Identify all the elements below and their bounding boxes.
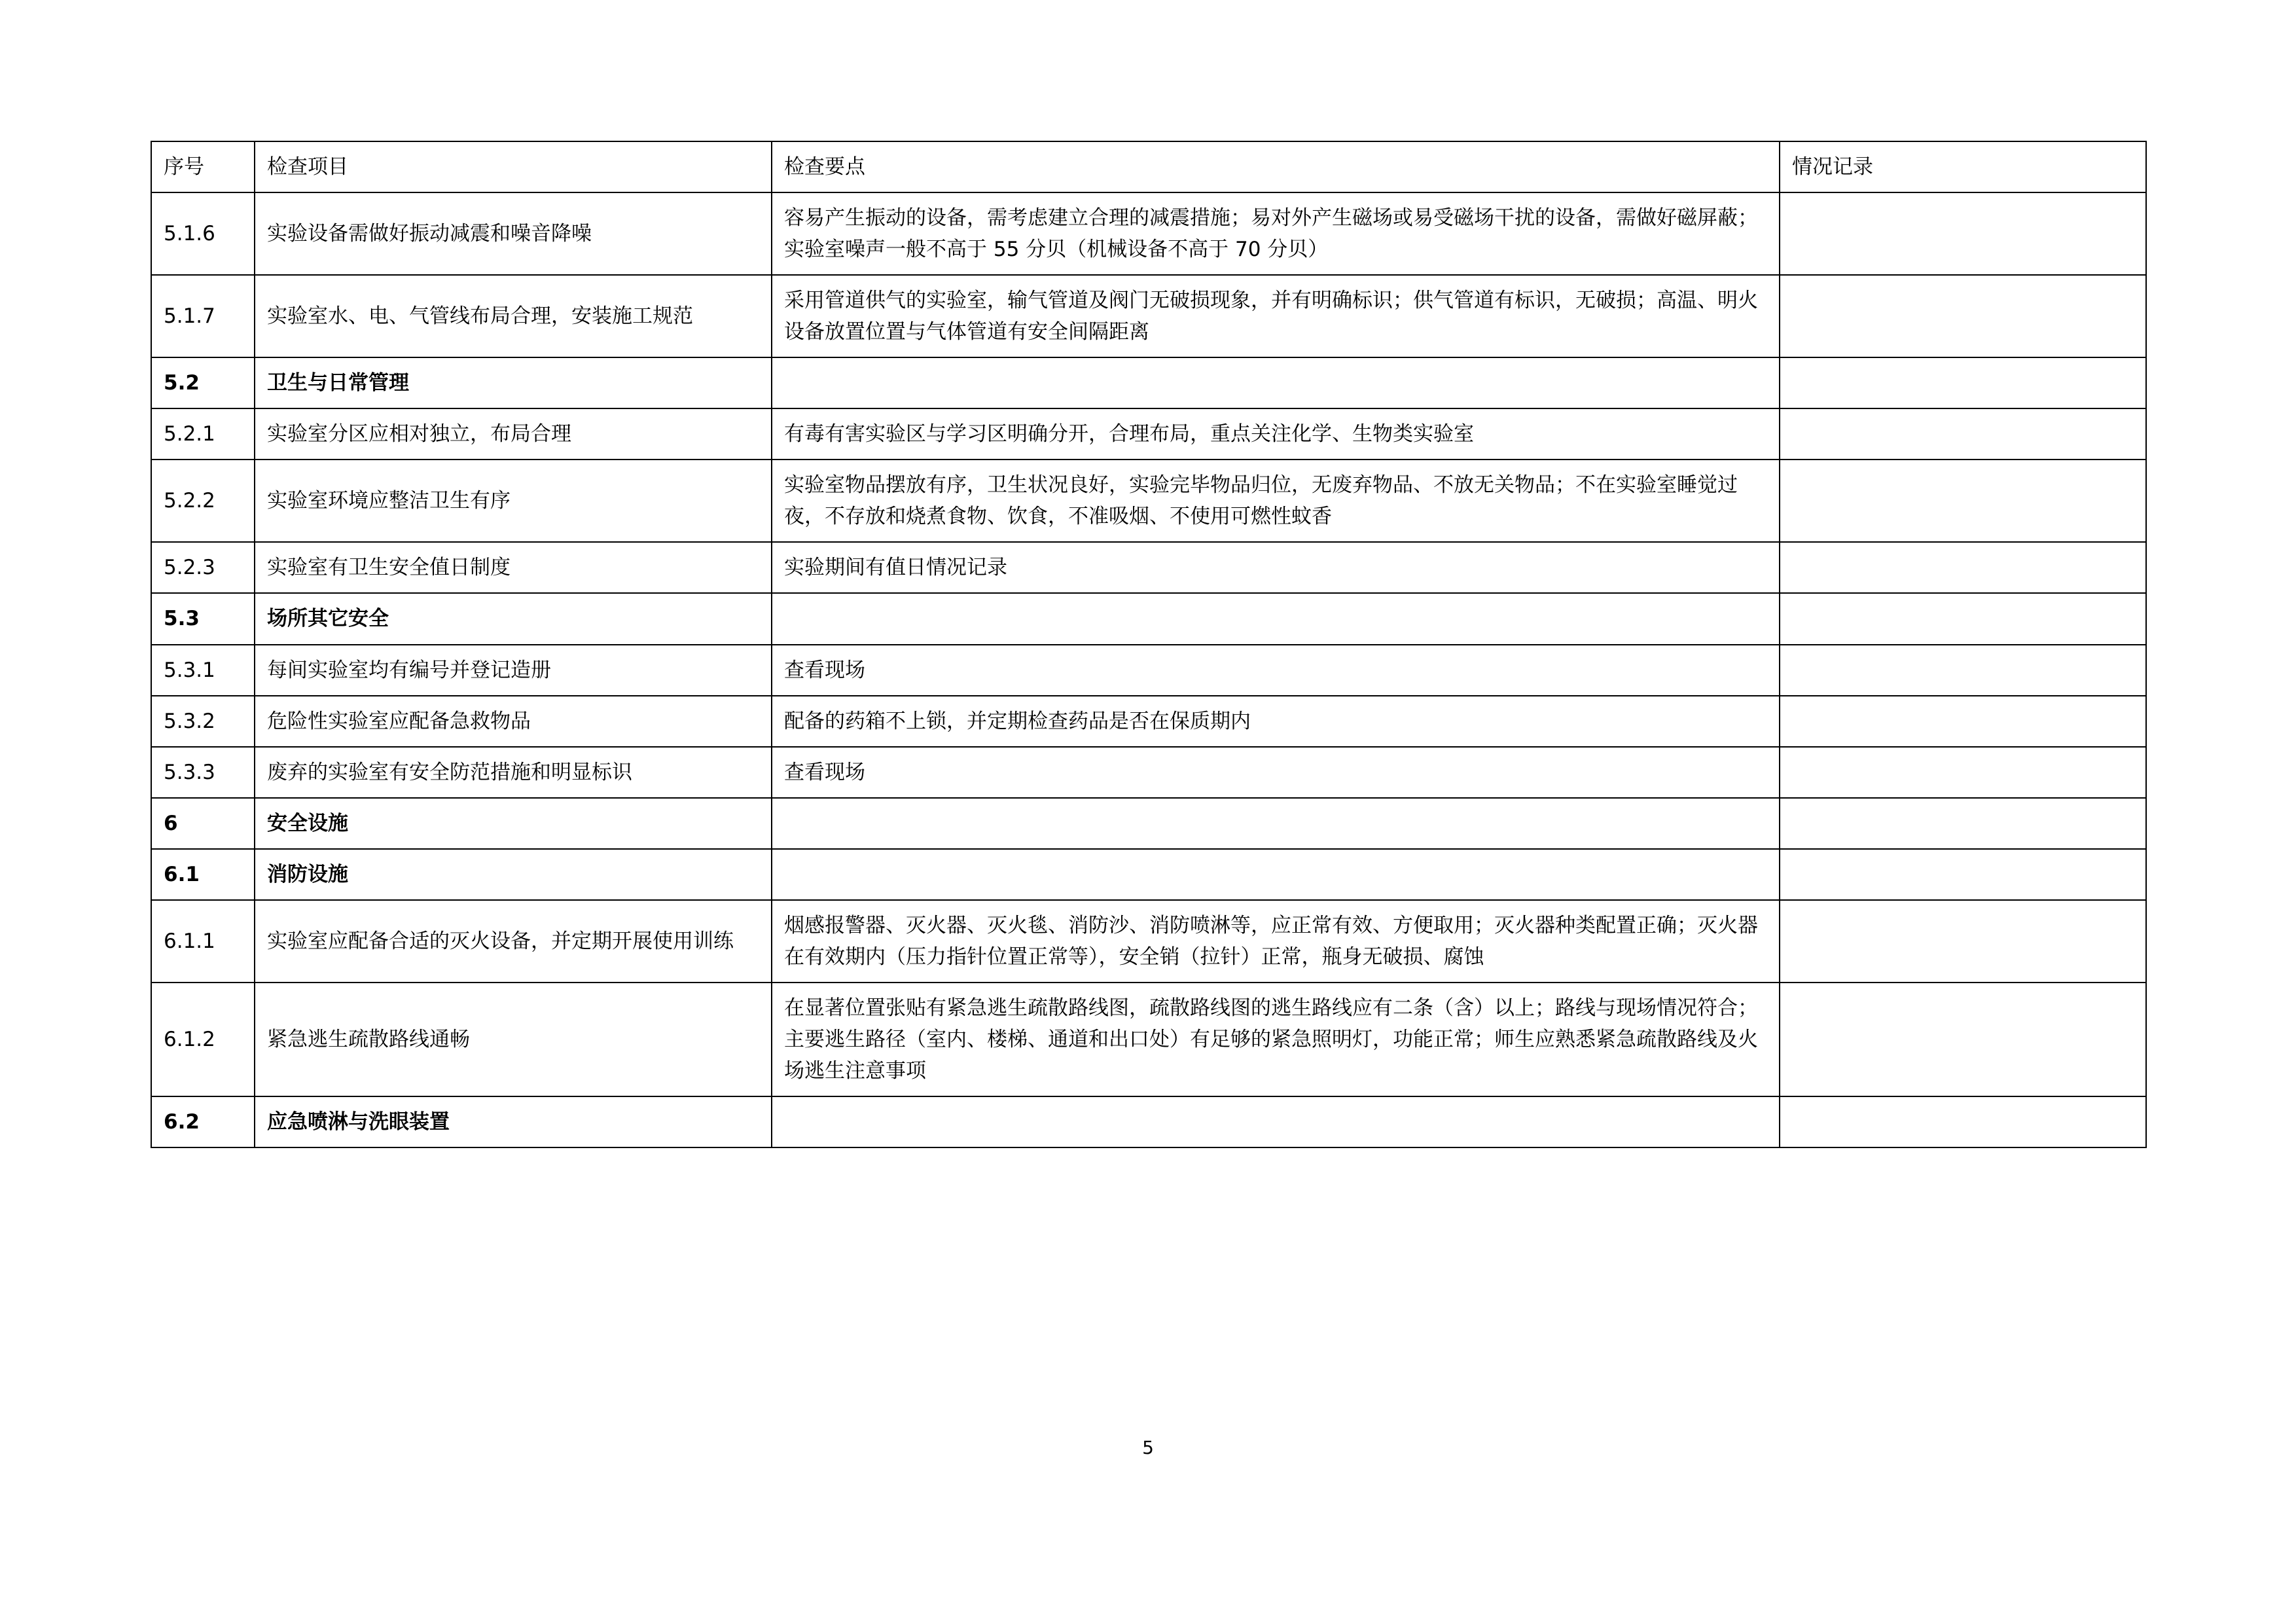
table-row <box>151 192 2146 275</box>
column-header-item: 检查项目 <box>255 141 772 192</box>
page-number: 5 <box>1142 1437 1154 1458</box>
row-record[interactable] <box>1780 983 2146 1096</box>
table-row <box>151 408 2146 460</box>
row-point: 查看现场 <box>772 747 1780 798</box>
table-row <box>151 645 2146 696</box>
section-no: 5.2 <box>151 357 255 408</box>
row-point: 在显著位置张贴有紧急逃生疏散路线图，疏散路线图的逃生路线应有二条（含）以上；路线与现场情况符合；主要逃生路径（室内、楼梯、通道和出口处）有足够的紧急照明灯，功能正常；师生应熟悉紧急疏散路线及火场逃生注意事项 <box>772 983 1780 1096</box>
section-point <box>772 1096 1780 1147</box>
table-row <box>151 460 2146 542</box>
section-point <box>772 593 1780 644</box>
row-item: 实验室分区应相对独立，布局合理 <box>255 408 772 460</box>
table-header-row <box>151 141 2146 192</box>
row-no: 6.1.1 <box>151 900 255 983</box>
section-title: 消防设施 <box>255 849 772 900</box>
row-item: 实验室环境应整洁卫生有序 <box>255 460 772 542</box>
row-record[interactable] <box>1780 542 2146 593</box>
section-title: 应急喷淋与洗眼装置 <box>255 1096 772 1147</box>
row-no: 5.3.2 <box>151 696 255 747</box>
column-header-point: 检查要点 <box>772 141 1780 192</box>
row-item: 实验设备需做好振动减震和噪音降噪 <box>255 192 772 275</box>
section-point <box>772 849 1780 900</box>
section-record[interactable] <box>1780 593 2146 644</box>
row-item: 实验室应配备合适的灭火设备，并定期开展使用训练 <box>255 900 772 983</box>
row-record[interactable] <box>1780 900 2146 983</box>
table-row <box>151 542 2146 593</box>
section-no: 6.2 <box>151 1096 255 1147</box>
row-no: 5.1.7 <box>151 275 255 357</box>
row-point: 有毒有害实验区与学习区明确分开，合理布局，重点关注化学、生物类实验室 <box>772 408 1780 460</box>
row-point: 容易产生振动的设备，需考虑建立合理的减震措施；易对外产生磁场或易受磁场干扰的设备，需做好磁屏蔽；实验室噪声一般不高于 55 分贝（机械设备不高于 70 分贝） <box>772 192 1780 275</box>
row-no: 5.2.2 <box>151 460 255 542</box>
row-no: 6.1.2 <box>151 983 255 1096</box>
row-item: 废弃的实验室有安全防范措施和明显标识 <box>255 747 772 798</box>
row-item: 危险性实验室应配备急救物品 <box>255 696 772 747</box>
section-row <box>151 1096 2146 1147</box>
table-header <box>151 141 2146 192</box>
row-point: 查看现场 <box>772 645 1780 696</box>
row-point: 实验室物品摆放有序，卫生状况良好，实验完毕物品归位，无废弃物品、不放无关物品；不在实验室睡觉过夜，不存放和烧煮食物、饮食，不准吸烟、不使用可燃性蚊香 <box>772 460 1780 542</box>
table-row <box>151 275 2146 357</box>
row-no: 5.1.6 <box>151 192 255 275</box>
row-item: 每间实验室均有编号并登记造册 <box>255 645 772 696</box>
section-title: 安全设施 <box>255 798 772 849</box>
row-no: 5.2.3 <box>151 542 255 593</box>
row-no: 5.3.3 <box>151 747 255 798</box>
row-point: 实验期间有值日情况记录 <box>772 542 1780 593</box>
column-header-record: 情况记录 <box>1780 141 2146 192</box>
table-row <box>151 983 2146 1096</box>
section-point <box>772 798 1780 849</box>
section-row <box>151 593 2146 644</box>
row-no: 5.3.1 <box>151 645 255 696</box>
section-title: 场所其它安全 <box>255 593 772 644</box>
safety-checklist-table <box>151 141 2147 1148</box>
section-row <box>151 357 2146 408</box>
row-record[interactable] <box>1780 645 2146 696</box>
column-header-no: 序号 <box>151 141 255 192</box>
row-record[interactable] <box>1780 275 2146 357</box>
section-record[interactable] <box>1780 798 2146 849</box>
row-item: 实验室水、电、气管线布局合理，安装施工规范 <box>255 275 772 357</box>
row-item: 紧急逃生疏散路线通畅 <box>255 983 772 1096</box>
section-point <box>772 357 1780 408</box>
section-record[interactable] <box>1780 1096 2146 1147</box>
section-title: 卫生与日常管理 <box>255 357 772 408</box>
row-point: 烟感报警器、灭火器、灭火毯、消防沙、消防喷淋等，应正常有效、方便取用；灭火器种类配置正确；灭火器在有效期内（压力指针位置正常等），安全销（拉针）正常，瓶身无破损、腐蚀 <box>772 900 1780 983</box>
row-record[interactable] <box>1780 408 2146 460</box>
section-row <box>151 849 2146 900</box>
row-record[interactable] <box>1780 747 2146 798</box>
table-body <box>151 192 2146 1147</box>
section-row <box>151 798 2146 849</box>
section-record[interactable] <box>1780 849 2146 900</box>
table-row <box>151 900 2146 983</box>
section-no: 6 <box>151 798 255 849</box>
row-record[interactable] <box>1780 192 2146 275</box>
table-row <box>151 747 2146 798</box>
section-no: 6.1 <box>151 849 255 900</box>
row-item: 实验室有卫生安全值日制度 <box>255 542 772 593</box>
row-point: 采用管道供气的实验室，输气管道及阀门无破损现象，并有明确标识；供气管道有标识，无破损；高温、明火设备放置位置与气体管道有安全间隔距离 <box>772 275 1780 357</box>
row-record[interactable] <box>1780 460 2146 542</box>
section-no: 5.3 <box>151 593 255 644</box>
section-record[interactable] <box>1780 357 2146 408</box>
row-no: 5.2.1 <box>151 408 255 460</box>
table-row <box>151 696 2146 747</box>
row-record[interactable] <box>1780 696 2146 747</box>
row-point: 配备的药箱不上锁，并定期检查药品是否在保质期内 <box>772 696 1780 747</box>
